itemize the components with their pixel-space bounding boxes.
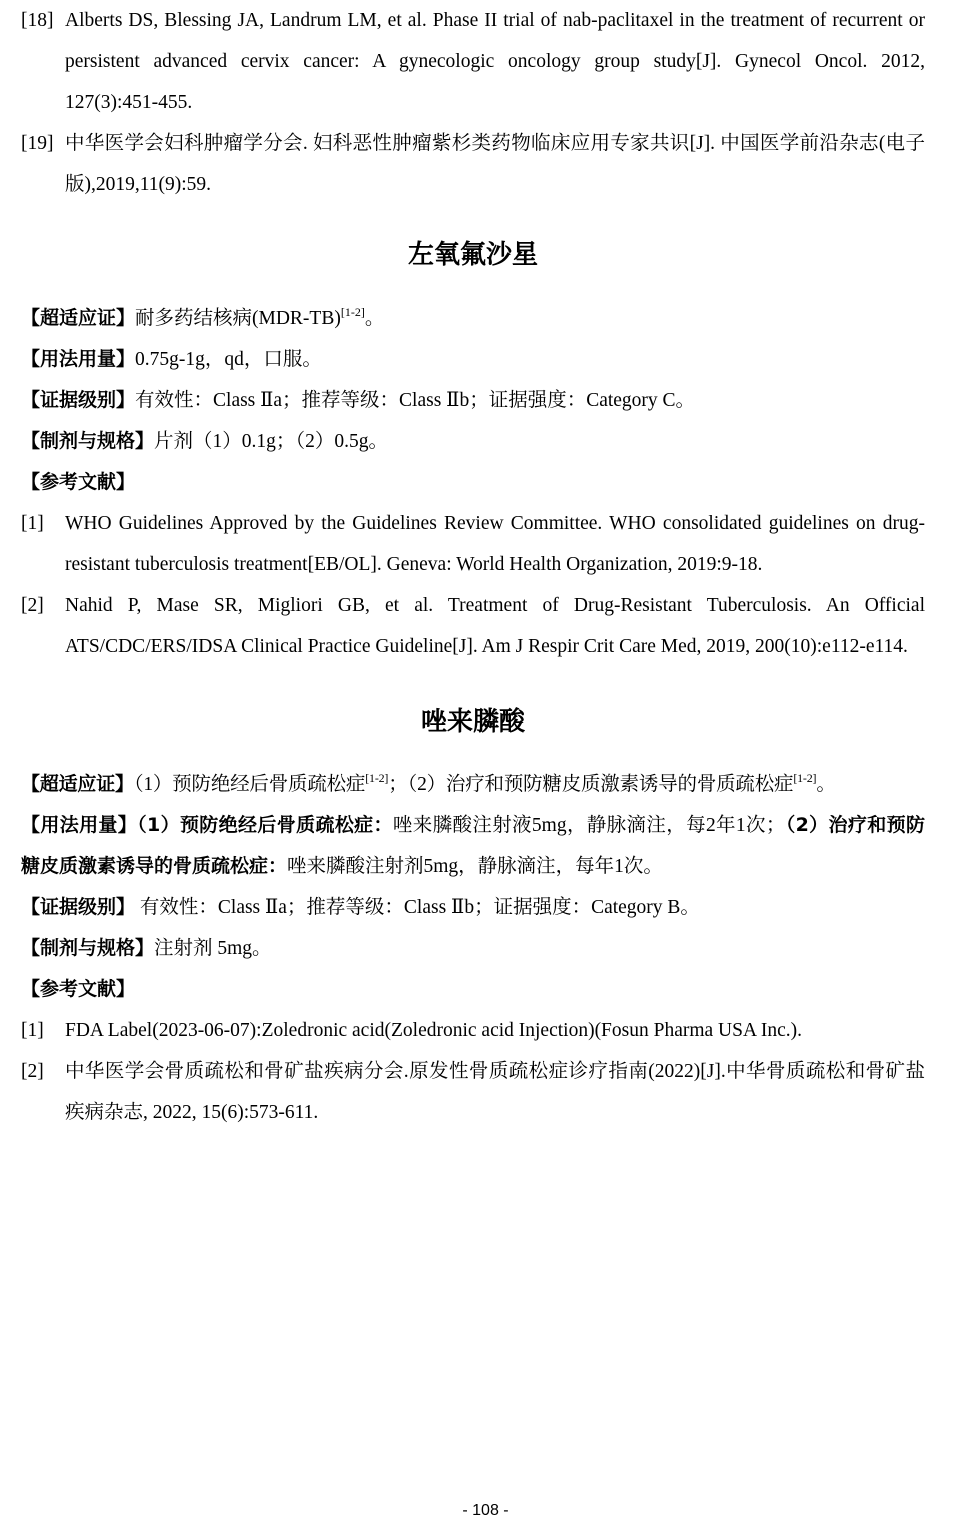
references-heading [21,462,925,503]
spec-label: 【制剂与规格】 [21,937,155,959]
indication-line [21,298,925,339]
reference-item [21,1010,925,1051]
indication-text: 耐多药结核病(MDR-TB) [135,308,341,329]
usage-text: 0.75g-1g，qd，口服。 [135,349,322,370]
reference-number: [1] [21,1020,44,1041]
punctuation: 。 [364,308,385,329]
usage-paragraph [21,805,925,887]
references-label: 【参考文献】 [21,978,136,1000]
usage-label: 【用法用量】 [21,348,136,370]
spec-text: 片剂（1）0.1g；（2）0.5g。 [154,431,389,452]
indication-text-1: （1）预防绝经后骨质疏松症 [133,774,366,795]
evidence-line [21,887,925,928]
reference-item [21,503,925,585]
reference-text: WHO Guidelines Approved by the Guidelines Review Committee. WHO consolidated guidelines on drug-resistant tuberculosis treatment[EB/OL]. Geneva: World Health Organization, 2019:9-18. [65,513,925,575]
indication-label: 【超适应证】 [21,307,136,329]
spec-line [21,421,925,462]
reference-item [21,123,925,205]
citation-sup: [1-2] [365,771,389,785]
page-number: - 108 - [462,1502,509,1519]
reference-item [21,1051,925,1133]
reference-text: 中华医学会骨质疏松和骨矿盐疾病分会.原发性骨质疏松症诊疗指南(2022)[J].中华骨质疏松和骨矿盐疾病杂志, 2022, 15(6):573-611. [65,1061,925,1123]
reference-item [21,0,925,123]
usage-bold-2: （2）治疗和预防糖皮质激素诱导的骨质疏松症： [21,814,925,877]
reference-number: [19] [21,133,54,154]
evidence-line [21,380,925,421]
indication-text-2: ；（2）治疗和预防糖皮质激素诱导的骨质疏松症 [388,774,794,795]
indication-line [21,764,925,805]
citation-sup: [1-2] [340,305,365,319]
usage-text-1: 唑来膦酸注射液5mg，静脉滴注，每2年1次； [392,815,786,836]
reference-text: 中华医学会妇科肿瘤学分会. 妇科恶性肿瘤紫杉类药物临床应用专家共识[J]. 中国医学前沿杂志(电子版),2019,11(9):59. [65,133,925,195]
usage-bold-1: （1）预防绝经后骨质疏松症： [137,814,393,836]
evidence-text: 有效性：Class Ⅱa；推荐等级：Class Ⅱb；证据强度：Category B。 [135,897,700,918]
references-heading [21,969,925,1010]
drug-title: 左氧氟沙星 [407,240,538,270]
spec-line [21,928,925,969]
references-label: 【参考文献】 [21,471,136,493]
punctuation: 。 [816,774,836,795]
spec-label: 【制剂与规格】 [21,430,155,452]
usage-text-2: 唑来膦酸注射剂5mg，静脉滴注，每年1次。 [287,856,663,877]
spec-text: 注射剂 5mg。 [154,938,272,959]
citation-sup: [1-2] [793,771,817,785]
usage-label: 【用法用量】 [21,814,138,836]
reference-number: [2] [21,1061,44,1082]
reference-number: [2] [21,595,44,616]
prev-reference-list [21,0,925,205]
indication-label: 【超适应证】 [21,773,134,795]
evidence-label: 【证据级别】 [21,389,136,411]
reference-number: [18] [21,10,54,31]
usage-line [21,339,925,380]
reference-item [21,585,925,667]
drug-section-zoledronic-acid [21,702,925,1133]
reference-text: FDA Label(2023-06-07):Zoledronic acid(Zoledronic acid Injection)(Fosun Pharma USA Inc.). [65,1020,803,1041]
reference-number: [1] [21,513,44,534]
reference-text: Alberts DS, Blessing JA, Landrum LM, et al. Phase II trial of nab-paclitaxel in the treatment of recurrent or persistent advanced cervix cancer: A gynecologic oncology group study[J]. Gynecol Oncol. 2012, 127(3):451-455. [65,10,925,113]
evidence-text: 有效性：Class Ⅱa；推荐等级：Class Ⅱb；证据强度：Category C。 [135,390,696,411]
drug-title: 唑来膦酸 [420,707,525,737]
drug-section-levofloxacin [21,235,925,667]
reference-text: Nahid P, Mase SR, Migliori GB, et al. Treatment of Drug-Resistant Tuberculosis. An Official ATS/CDC/ERS/IDSA Clinical Practice Guideline[J]. Am J Respir Crit Care Med, 2019, 200(10):e112-e114. [65,595,925,657]
evidence-label: 【证据级别】 [21,896,136,918]
